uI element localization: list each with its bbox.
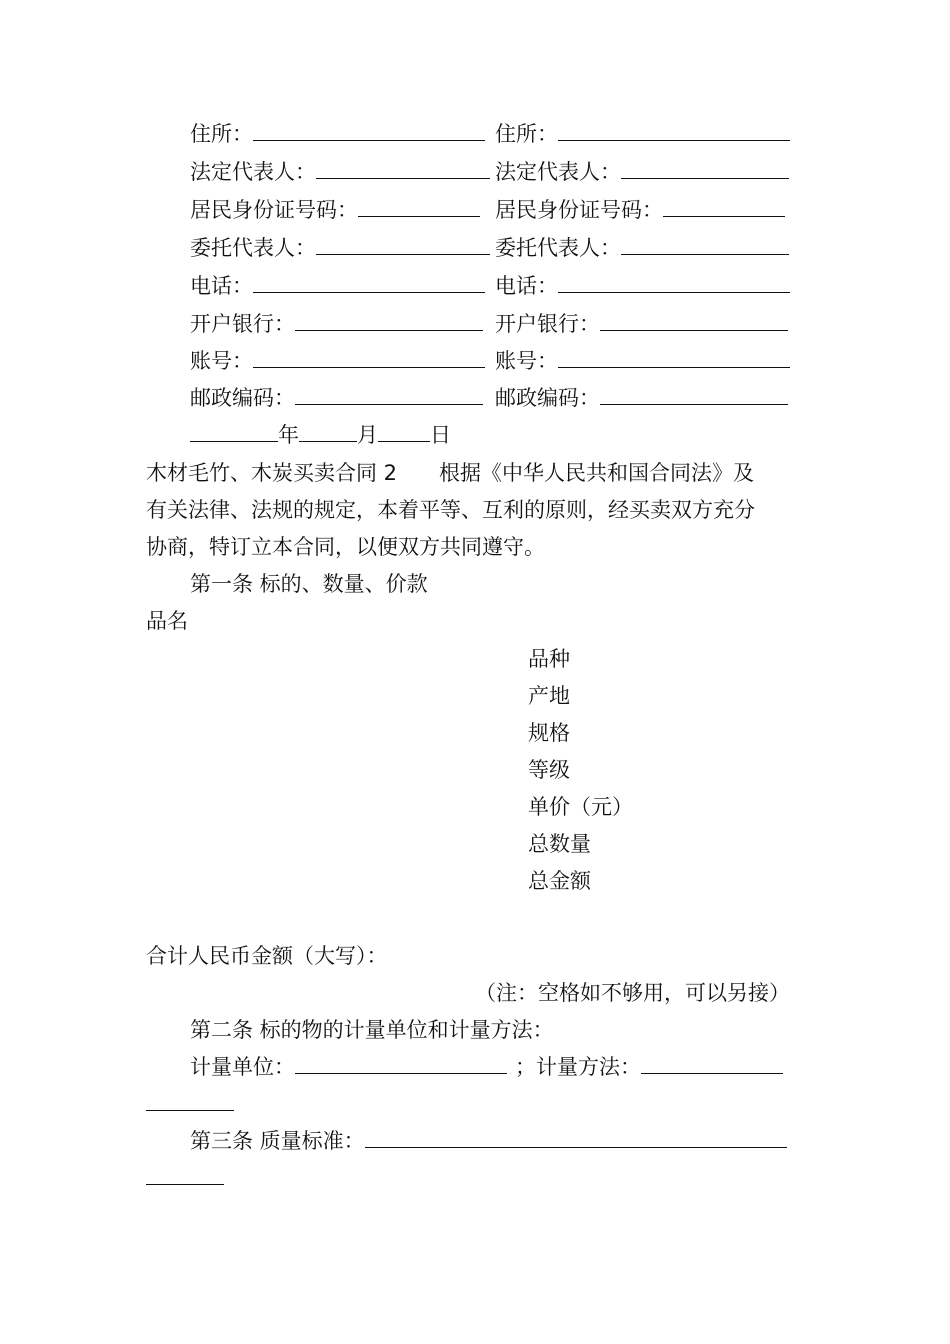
field-label: 法定代表人：: [190, 160, 316, 184]
blank-field[interactable]: [358, 196, 480, 217]
blank-field[interactable]: [295, 384, 483, 405]
table-header-quantity: 总数量: [528, 832, 591, 856]
table-header-spec: 规格: [528, 721, 570, 745]
blank-field[interactable]: [600, 310, 788, 331]
blank-field[interactable]: [316, 234, 490, 255]
blank-field[interactable]: [621, 234, 789, 255]
blank-field[interactable]: [621, 158, 789, 179]
intro-line-1: 木材毛竹、木炭买卖合同 2 根据《中华人民共和国合同法》及: [146, 461, 755, 485]
day-label: 日: [430, 423, 451, 447]
field-label: 住所：: [495, 122, 558, 146]
field-label: 账号：: [495, 349, 558, 373]
note: （注：空格如不够用，可以另接）: [475, 981, 790, 1005]
date-line: [190, 421, 451, 449]
field-label: 委托代表人：: [190, 236, 316, 260]
field-label: 邮政编码：: [190, 386, 295, 410]
blank-field[interactable]: [663, 196, 785, 217]
blank-field[interactable]: [558, 120, 790, 141]
article-1-title: 第一条 标的、数量、价款: [190, 572, 428, 596]
intro-line-3: 协商，特订立本合同，以便双方共同遵守。: [146, 535, 545, 559]
method-label: ；计量方法：: [515, 1055, 641, 1079]
method-blank[interactable]: [641, 1053, 783, 1074]
field-label: 账号：: [190, 349, 253, 373]
blank-field[interactable]: [146, 1090, 234, 1111]
field-label: 开户银行：: [190, 312, 295, 336]
table-header-origin: 产地: [528, 684, 570, 708]
field-label: 住所：: [190, 122, 253, 146]
intro-line-2: 有关法律、法规的规定，本着平等、互利的原则，经买卖双方充分: [146, 498, 755, 522]
blank-field[interactable]: [600, 384, 788, 405]
blank-field[interactable]: [295, 310, 483, 331]
month-label: 月: [357, 423, 378, 447]
field-label: 法定代表人：: [495, 160, 621, 184]
total-amount-label: 合计人民币金额（大写）：: [146, 944, 388, 968]
quality-blank-continued: [146, 1164, 224, 1192]
field-label: 电话：: [190, 274, 253, 298]
quality-standard-label: 第三条 质量标准：: [190, 1129, 365, 1153]
field-label: 居民身份证号码：: [190, 198, 358, 222]
quality-standard-blank[interactable]: [365, 1127, 787, 1148]
table-header-amount: 总金额: [528, 869, 591, 893]
blank-field[interactable]: [253, 120, 485, 141]
table-header-grade: 等级: [528, 758, 570, 782]
field-label: 委托代表人：: [495, 236, 621, 260]
unit-blank[interactable]: [295, 1053, 507, 1074]
field-label: 电话：: [495, 274, 558, 298]
table-header-product-name: 品名: [146, 609, 188, 633]
field-label: 居民身份证号码：: [495, 198, 663, 222]
blank-field[interactable]: [146, 1164, 224, 1185]
year-label: 年: [278, 423, 299, 447]
blank-field[interactable]: [558, 272, 790, 293]
table-header-variety: 品种: [528, 647, 570, 671]
blank-field[interactable]: [558, 347, 790, 368]
article-2-fields: [190, 1053, 783, 1081]
blank-field[interactable]: [316, 158, 490, 179]
year-blank[interactable]: [190, 421, 278, 442]
method-blank-continued: [146, 1090, 234, 1118]
field-label: 邮政编码：: [495, 386, 600, 410]
article-3: [190, 1127, 787, 1155]
day-blank[interactable]: [378, 421, 430, 442]
table-header-unit-price: 单价（元）: [528, 795, 633, 819]
field-label: 开户银行：: [495, 312, 600, 336]
article-2-title: 第二条 标的物的计量单位和计量方法：: [190, 1018, 554, 1042]
month-blank[interactable]: [299, 421, 357, 442]
blank-field[interactable]: [253, 272, 485, 293]
blank-field[interactable]: [253, 347, 485, 368]
unit-label: 计量单位：: [190, 1055, 295, 1079]
